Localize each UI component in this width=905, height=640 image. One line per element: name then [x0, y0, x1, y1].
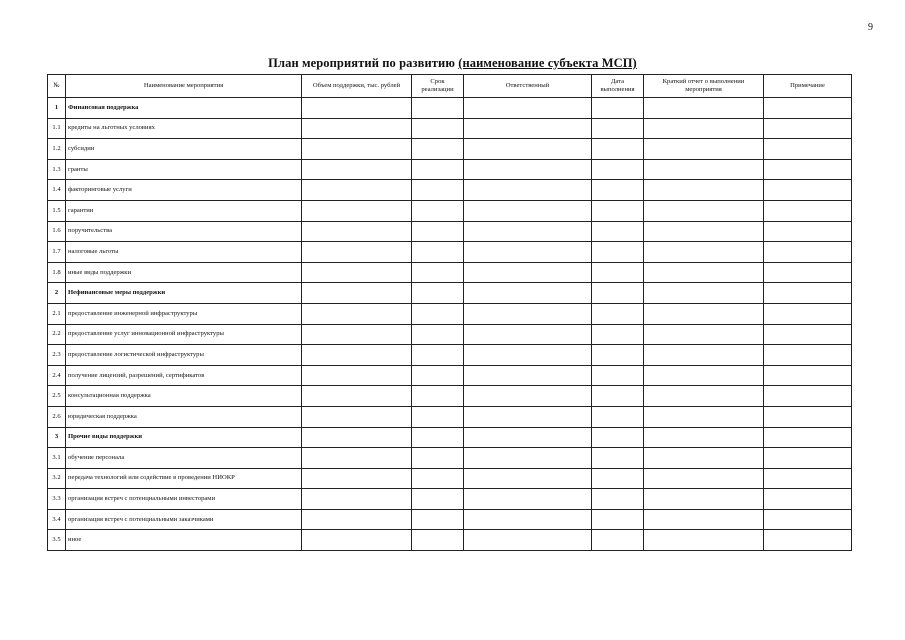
deadline-cell[interactable]: [412, 365, 464, 386]
table-body: [48, 98, 852, 551]
responsible-cell[interactable]: [464, 283, 592, 304]
support-volume-cell[interactable]: [302, 365, 412, 386]
support-volume-cell[interactable]: [302, 530, 412, 551]
table-row: [48, 159, 852, 180]
row-number: 3: [48, 427, 66, 448]
completion-date-cell[interactable]: [592, 303, 644, 324]
title-text: План мероприятий по развитию: [268, 56, 459, 70]
completion-date-cell[interactable]: [592, 427, 644, 448]
completion-date-cell[interactable]: [592, 406, 644, 427]
responsible-cell[interactable]: [464, 365, 592, 386]
support-volume-cell[interactable]: [302, 324, 412, 345]
row-number: 1.1: [48, 118, 66, 139]
responsible-cell[interactable]: [464, 242, 592, 263]
note-cell[interactable]: [764, 118, 852, 139]
header-row: [48, 75, 852, 98]
section-row: [48, 98, 852, 119]
section-row: [48, 283, 852, 304]
responsible-cell[interactable]: [464, 509, 592, 530]
note-cell[interactable]: [764, 180, 852, 201]
row-number: 2.6: [48, 406, 66, 427]
support-volume-cell[interactable]: [302, 118, 412, 139]
row-number: 3.5: [48, 530, 66, 551]
completion-date-cell[interactable]: [592, 159, 644, 180]
row-number: 2.3: [48, 345, 66, 366]
deadline-cell[interactable]: [412, 200, 464, 221]
note-cell[interactable]: [764, 200, 852, 221]
row-number: 1.6: [48, 221, 66, 242]
activity-name: получение лицензий, разрешений, сертификатов: [66, 365, 302, 386]
completion-date-cell[interactable]: [592, 139, 644, 160]
deadline-cell[interactable]: [412, 530, 464, 551]
header-deadline: Срок реализации: [412, 75, 464, 98]
responsible-cell[interactable]: [464, 386, 592, 407]
note-cell[interactable]: [764, 242, 852, 263]
table-row: [48, 139, 852, 160]
activity-name: консультационная поддержка: [66, 386, 302, 407]
action-plan-table: [47, 74, 852, 551]
support-volume-cell[interactable]: [302, 180, 412, 201]
support-volume-cell[interactable]: [302, 221, 412, 242]
completion-date-cell[interactable]: [592, 98, 644, 119]
responsible-cell[interactable]: [464, 118, 592, 139]
row-number: 2.1: [48, 303, 66, 324]
note-cell[interactable]: [764, 262, 852, 283]
support-volume-cell[interactable]: [302, 345, 412, 366]
table-row: [48, 324, 852, 345]
header-number: №: [48, 75, 66, 98]
brief-report-cell[interactable]: [644, 324, 764, 345]
brief-report-cell[interactable]: [644, 427, 764, 448]
responsible-cell[interactable]: [464, 180, 592, 201]
support-volume-cell[interactable]: [302, 468, 412, 489]
brief-report-cell[interactable]: [644, 448, 764, 469]
responsible-cell[interactable]: [464, 98, 592, 119]
responsible-cell[interactable]: [464, 139, 592, 160]
support-volume-cell[interactable]: [302, 509, 412, 530]
row-number: 3.4: [48, 509, 66, 530]
support-volume-cell[interactable]: [302, 200, 412, 221]
responsible-cell[interactable]: [464, 345, 592, 366]
responsible-cell[interactable]: [464, 530, 592, 551]
table-row: [48, 262, 852, 283]
table-row: [48, 448, 852, 469]
brief-report-cell[interactable]: [644, 200, 764, 221]
completion-date-cell[interactable]: [592, 530, 644, 551]
responsible-cell[interactable]: [464, 200, 592, 221]
deadline-cell[interactable]: [412, 139, 464, 160]
note-cell[interactable]: [764, 365, 852, 386]
responsible-cell[interactable]: [464, 406, 592, 427]
support-volume-cell[interactable]: [302, 242, 412, 263]
row-number: 2: [48, 283, 66, 304]
brief-report-cell[interactable]: [644, 468, 764, 489]
brief-report-cell[interactable]: [644, 180, 764, 201]
note-cell[interactable]: [764, 530, 852, 551]
table-row: [48, 509, 852, 530]
row-number: 3.3: [48, 489, 66, 510]
deadline-cell[interactable]: [412, 118, 464, 139]
header-activity-name: Наименование мероприятия: [66, 75, 302, 98]
deadline-cell[interactable]: [412, 283, 464, 304]
brief-report-cell[interactable]: [644, 406, 764, 427]
table-row: [48, 530, 852, 551]
activity-name: гранты: [66, 159, 302, 180]
row-number: 1: [48, 98, 66, 119]
completion-date-cell[interactable]: [592, 345, 644, 366]
table-row: [48, 386, 852, 407]
activity-name: иные виды поддержки: [66, 262, 302, 283]
responsible-cell[interactable]: [464, 489, 592, 510]
row-number: 1.4: [48, 180, 66, 201]
table-row: [48, 200, 852, 221]
activity-name: Прочие виды поддержки: [66, 427, 302, 448]
support-volume-cell[interactable]: [302, 448, 412, 469]
completion-date-cell[interactable]: [592, 221, 644, 242]
document-title: [0, 56, 905, 71]
note-cell[interactable]: [764, 324, 852, 345]
brief-report-cell[interactable]: [644, 242, 764, 263]
responsible-cell[interactable]: [464, 427, 592, 448]
brief-report-cell[interactable]: [644, 262, 764, 283]
deadline-cell[interactable]: [412, 427, 464, 448]
responsible-cell[interactable]: [464, 221, 592, 242]
completion-date-cell[interactable]: [592, 365, 644, 386]
completion-date-cell[interactable]: [592, 118, 644, 139]
support-volume-cell[interactable]: [302, 489, 412, 510]
deadline-cell[interactable]: [412, 386, 464, 407]
header-support-volume: Объем поддержки, тыс. рублей: [302, 75, 412, 98]
note-cell[interactable]: [764, 283, 852, 304]
brief-report-cell[interactable]: [644, 345, 764, 366]
activity-name: кредиты на льготных условиях: [66, 118, 302, 139]
deadline-cell[interactable]: [412, 303, 464, 324]
row-number: 1.5: [48, 200, 66, 221]
activity-name: организация встреч с потенциальными заказчиками: [66, 509, 302, 530]
header-completion-date: Дата выполнения: [592, 75, 644, 98]
activity-name: Финансовая поддержка: [66, 98, 302, 119]
note-cell[interactable]: [764, 509, 852, 530]
row-number: 1.8: [48, 262, 66, 283]
table-row: [48, 221, 852, 242]
activity-name: обучение персонала: [66, 448, 302, 469]
activity-name: налоговые льготы: [66, 242, 302, 263]
responsible-cell[interactable]: [464, 262, 592, 283]
responsible-cell[interactable]: [464, 448, 592, 469]
completion-date-cell[interactable]: [592, 242, 644, 263]
table-row: [48, 303, 852, 324]
activity-name: гарантии: [66, 200, 302, 221]
table-row: [48, 180, 852, 201]
responsible-cell[interactable]: [464, 324, 592, 345]
note-cell[interactable]: [764, 427, 852, 448]
table-row: [48, 345, 852, 366]
responsible-cell[interactable]: [464, 303, 592, 324]
activity-name: предоставление инженерной инфраструктуры: [66, 303, 302, 324]
support-volume-cell[interactable]: [302, 159, 412, 180]
row-number: 2.4: [48, 365, 66, 386]
completion-date-cell[interactable]: [592, 489, 644, 510]
activity-name: передача технологий или содействие в проведении НИОКР: [66, 468, 302, 489]
row-number: 2.2: [48, 324, 66, 345]
activity-name: факторинговые услуги: [66, 180, 302, 201]
brief-report-cell[interactable]: [644, 139, 764, 160]
deadline-cell[interactable]: [412, 180, 464, 201]
row-number: 3.1: [48, 448, 66, 469]
note-cell[interactable]: [764, 139, 852, 160]
activity-name: предоставление логистической инфраструктуры: [66, 345, 302, 366]
row-number: 1.7: [48, 242, 66, 263]
brief-report-cell[interactable]: [644, 386, 764, 407]
completion-date-cell[interactable]: [592, 324, 644, 345]
support-volume-cell[interactable]: [302, 139, 412, 160]
row-number: 1.3: [48, 159, 66, 180]
brief-report-cell[interactable]: [644, 365, 764, 386]
completion-date-cell[interactable]: [592, 283, 644, 304]
note-cell[interactable]: [764, 221, 852, 242]
deadline-cell[interactable]: [412, 489, 464, 510]
table-row: [48, 489, 852, 510]
deadline-cell[interactable]: [412, 448, 464, 469]
brief-report-cell[interactable]: [644, 98, 764, 119]
note-cell[interactable]: [764, 98, 852, 119]
note-cell[interactable]: [764, 468, 852, 489]
brief-report-cell[interactable]: [644, 530, 764, 551]
completion-date-cell[interactable]: [592, 180, 644, 201]
activity-name: иное: [66, 530, 302, 551]
table-row: [48, 242, 852, 263]
note-cell[interactable]: [764, 489, 852, 510]
activity-name: предоставление услуг инновационной инфраструктуры: [66, 324, 302, 345]
table-row: [48, 365, 852, 386]
deadline-cell[interactable]: [412, 509, 464, 530]
note-cell[interactable]: [764, 345, 852, 366]
deadline-cell[interactable]: [412, 324, 464, 345]
header-responsible: Ответственный: [464, 75, 592, 98]
note-cell[interactable]: [764, 386, 852, 407]
row-number: 2.5: [48, 386, 66, 407]
activity-name: Нефинансовые меры поддержки: [66, 283, 302, 304]
note-cell[interactable]: [764, 448, 852, 469]
responsible-cell[interactable]: [464, 468, 592, 489]
activity-name: юридическая поддержка: [66, 406, 302, 427]
brief-report-cell[interactable]: [644, 303, 764, 324]
table-row: [48, 118, 852, 139]
page-number: 9: [868, 22, 873, 33]
deadline-cell[interactable]: [412, 262, 464, 283]
support-volume-cell[interactable]: [302, 303, 412, 324]
row-number: 3.2: [48, 468, 66, 489]
brief-report-cell[interactable]: [644, 283, 764, 304]
activity-name: поручительства: [66, 221, 302, 242]
note-cell[interactable]: [764, 159, 852, 180]
completion-date-cell[interactable]: [592, 386, 644, 407]
completion-date-cell[interactable]: [592, 200, 644, 221]
responsible-cell[interactable]: [464, 159, 592, 180]
brief-report-cell[interactable]: [644, 509, 764, 530]
support-volume-cell[interactable]: [302, 262, 412, 283]
deadline-cell[interactable]: [412, 406, 464, 427]
support-volume-cell[interactable]: [302, 406, 412, 427]
deadline-cell[interactable]: [412, 221, 464, 242]
deadline-cell[interactable]: [412, 345, 464, 366]
brief-report-cell[interactable]: [644, 159, 764, 180]
header-note: Примечание: [764, 75, 852, 98]
deadline-cell[interactable]: [412, 242, 464, 263]
note-cell[interactable]: [764, 406, 852, 427]
note-cell[interactable]: [764, 303, 852, 324]
table-row: [48, 406, 852, 427]
support-volume-cell[interactable]: [302, 386, 412, 407]
section-row: [48, 427, 852, 448]
support-volume-cell[interactable]: [302, 283, 412, 304]
title-subject-placeholder: (наименование субъекта МСП): [458, 56, 637, 70]
activity-name: субсидии: [66, 139, 302, 160]
brief-report-cell[interactable]: [644, 221, 764, 242]
deadline-cell[interactable]: [412, 468, 464, 489]
row-number: 1.2: [48, 139, 66, 160]
table-row: [48, 468, 852, 489]
deadline-cell[interactable]: [412, 159, 464, 180]
support-volume-cell[interactable]: [302, 427, 412, 448]
support-volume-cell[interactable]: [302, 98, 412, 119]
completion-date-cell[interactable]: [592, 509, 644, 530]
completion-date-cell[interactable]: [592, 448, 644, 469]
completion-date-cell[interactable]: [592, 468, 644, 489]
brief-report-cell[interactable]: [644, 489, 764, 510]
header-brief-report: Краткий отчет о выполнении мероприятия: [644, 75, 764, 98]
activity-name: организация встреч с потенциальными инвесторами: [66, 489, 302, 510]
brief-report-cell[interactable]: [644, 118, 764, 139]
deadline-cell[interactable]: [412, 98, 464, 119]
completion-date-cell[interactable]: [592, 262, 644, 283]
